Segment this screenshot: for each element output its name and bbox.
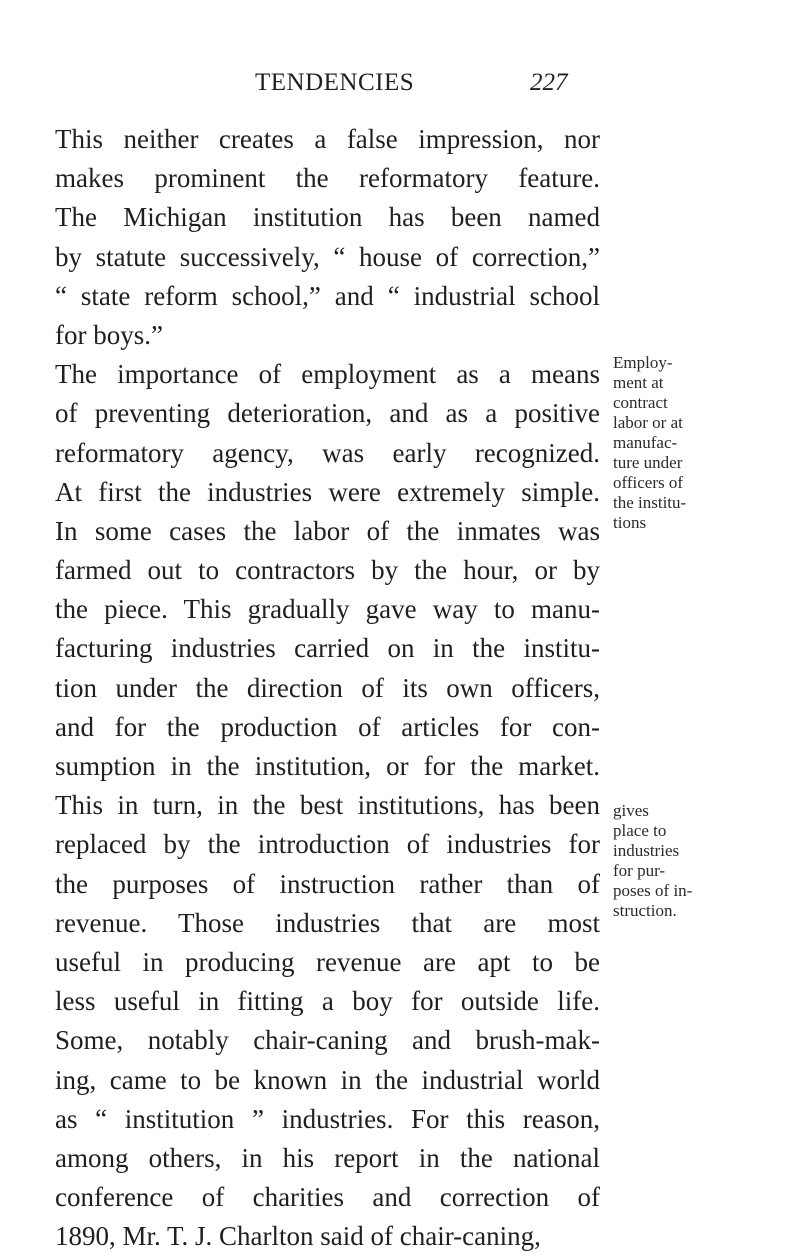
page-number: 227 [530, 69, 568, 96]
body-line: This neither creates a false impression, nor [55, 124, 600, 154]
margin-note-line: labor or at [613, 413, 683, 432]
margin-note-line: manufac- [613, 433, 678, 452]
body-line: reformatory agency, was early recognized. [55, 437, 600, 468]
body-line: by statute successively, “ house of correction,” [55, 241, 600, 272]
margin-note-line: struction. [613, 901, 677, 920]
margin-note-employment [613, 353, 686, 533]
body-line: In some cases the labor of the inmates was [55, 515, 600, 546]
body-line: At first the industries were extremely simple. [55, 476, 600, 507]
margin-note-line: gives [613, 801, 649, 820]
margin-note-line: ment at [613, 373, 664, 392]
margin-note-line: Employ- [613, 353, 673, 372]
body-line: 1890, Mr. T. J. Charlton said of chair-caning, [55, 1221, 541, 1252]
body-line: of preventing deterioration, and as a positive [55, 398, 600, 429]
body-line: sumption in the institution, or for the market. [55, 751, 600, 781]
margin-note-line: for pur- [613, 861, 666, 880]
body-line: ing, came to be known in the industrial world [55, 1064, 600, 1095]
margin-note-line: officers of [613, 473, 684, 492]
body-line: conference of charities and correction of [55, 1182, 600, 1213]
body-line: the purposes of instruction rather than of [55, 868, 600, 899]
body-line: among others, in his report in the national [55, 1142, 600, 1173]
body-line: tion under the direction of its own officers, [55, 672, 600, 703]
body-line: replaced by the introduction of industries for [55, 829, 600, 860]
margin-note-line: tions [613, 513, 647, 532]
margin-note-instruction [613, 801, 692, 921]
body-line: makes prominent the reformatory feature. [55, 163, 600, 194]
margin-note-line: poses of in- [613, 881, 693, 900]
body-line: farmed out to contractors by the hour, or by [55, 555, 600, 586]
body-line: Some, notably chair-caning and brush-mak- [55, 1025, 600, 1056]
margin-note-line: ture under [613, 453, 683, 472]
body-line: and for the production of articles for con- [55, 711, 600, 742]
body-line: The Michigan institution has been named [55, 202, 600, 233]
body-line: less useful in fitting a boy for outside life. [55, 986, 600, 1017]
running-head [0, 68, 800, 98]
body-line: for boys.” [55, 319, 163, 350]
margin-note-line: the institu- [613, 493, 687, 512]
body-line: “ state reform school,” and “ industrial school [55, 280, 600, 311]
body-line: This in turn, in the best institutions, has been [55, 790, 600, 821]
body-line: as “ institution ” industries. For this reason, [55, 1103, 600, 1134]
body-line: revenue. Those industries that are most [55, 907, 600, 938]
body-text [55, 120, 600, 1256]
running-head-title: TENDENCIES [255, 69, 415, 96]
margin-note-line: place to [613, 821, 667, 840]
margin-note-line: industries [613, 841, 680, 860]
body-line: The importance of employment as a means [55, 359, 600, 390]
margin-note-line: contract [613, 393, 668, 412]
body-line: useful in producing revenue are apt to be [55, 946, 600, 977]
body-line: facturing industries carried on in the institu- [55, 633, 600, 664]
body-line: the piece. This gradually gave way to manu- [55, 594, 600, 625]
